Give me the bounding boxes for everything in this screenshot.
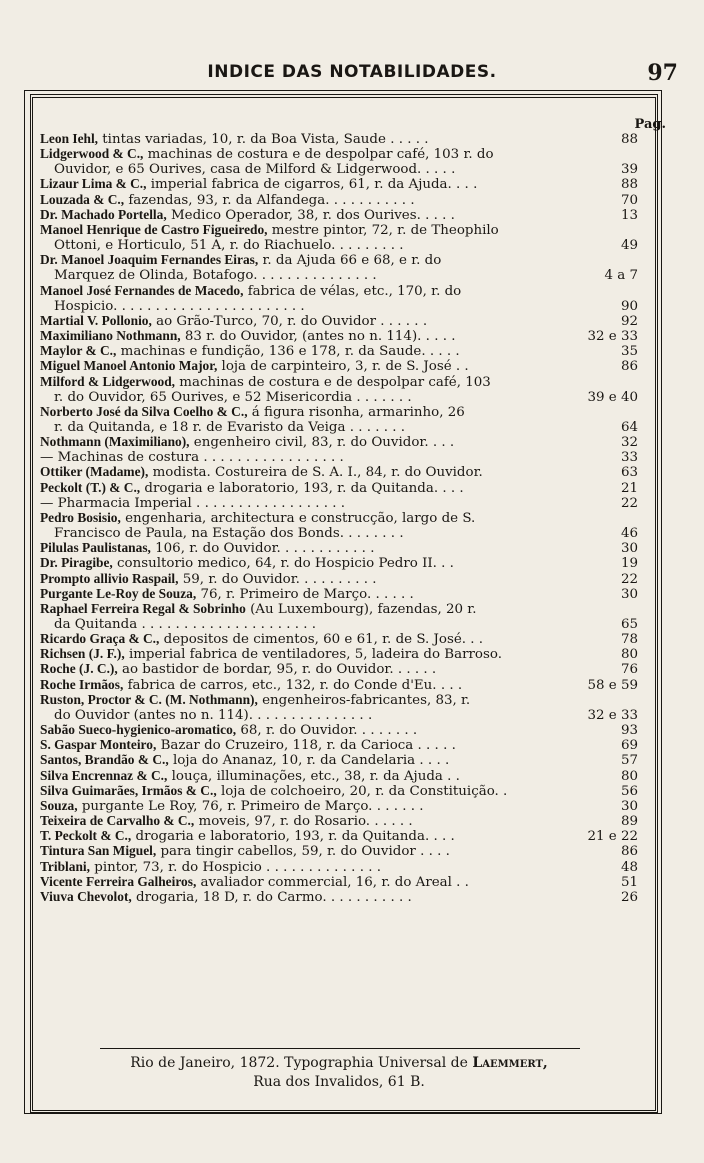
entry-description: ao bastidor de bordar, 95, r. do Ouvidor. . . . . .: [117, 662, 437, 678]
entry-page-ref: 49: [620, 238, 638, 254]
entry-name: Santos, Brandão & C.,: [40, 753, 169, 768]
entry-text: [40, 723, 610, 738]
entry-name: Peckolt (T.) & C.,: [40, 480, 141, 495]
entry-name: Silva Encrennaz & C.,: [40, 768, 168, 783]
index-entry: [40, 541, 638, 556]
entry-description: r. da Ajuda 66 e 68, e r. do: [258, 253, 442, 269]
entry-text: [54, 617, 610, 632]
entry-description: fazendas, 93, r. da Alfandega. . . . . . . . . . .: [124, 192, 415, 208]
entry-text: [40, 662, 610, 677]
entry-page-ref: 39 e 40: [587, 389, 638, 405]
entry-name: Viuva Chevolot,: [40, 889, 132, 904]
entry-page-ref: 90: [620, 298, 638, 314]
entry-text: [40, 556, 610, 571]
entry-name: Martial V. Pollonio,: [40, 313, 152, 328]
entry-name: Leon Iehl,: [40, 132, 99, 146]
entry-text: [54, 299, 610, 314]
entry-description: Hospicio. . . . . . . . . . . . . . . . . . . . . . .: [54, 298, 305, 314]
entry-text: [40, 253, 610, 268]
entry-description: r. do Ouvidor, 65 Ourives, e 52 Misericordia . . . . . . .: [54, 389, 412, 405]
entry-text: [40, 284, 610, 299]
entry-text: [54, 162, 610, 177]
entry-page-ref: 80: [620, 768, 638, 784]
entry-description: 76, r. Primeiro de Março. . . . . .: [196, 586, 414, 602]
entry-name: Lizaur Lima & C.,: [40, 177, 147, 192]
index-entry: [40, 602, 638, 617]
index-entry: [40, 284, 638, 299]
entry-page-ref: 22: [620, 571, 638, 587]
pag-column-header: Pag.: [634, 117, 666, 132]
entry-text: [40, 541, 610, 556]
entry-page-ref: 56: [620, 783, 638, 799]
entry-text: [40, 769, 610, 784]
entry-name: Roche Irmãos,: [40, 677, 124, 692]
entry-page-ref: 22: [620, 495, 638, 511]
entry-page-ref: 13: [620, 207, 638, 223]
index-entry: [40, 753, 638, 768]
index-entry: [40, 678, 638, 693]
index-entry: [40, 784, 638, 799]
entry-description: machinas de costura e de despolpar café, 103 r. do: [143, 147, 494, 163]
index-entry: [40, 208, 638, 223]
entry-text: [40, 602, 610, 617]
entry-page-ref: 57: [620, 753, 638, 769]
entry-description: ao Grão-Turco, 70, r. do Ouvidor . . . . . .: [151, 313, 428, 329]
footer-divider: [100, 1048, 580, 1049]
entry-name: Dr. Piragibe,: [40, 556, 113, 571]
index-entry: [40, 481, 638, 496]
entry-name: Purgante Le-Roy de Souza,: [40, 586, 197, 601]
index-entry: [40, 223, 638, 238]
entry-name: Teixeira de Carvalho & C.,: [40, 814, 195, 829]
entry-text: [40, 829, 581, 844]
entry-description: — Machinas de costura . . . . . . . . . . . . . . . . .: [40, 450, 344, 466]
entry-name: Miguel Manoel Antonio Major,: [40, 359, 218, 374]
entry-description: tintas variadas, 10, r. da Boa Vista, Saude . . . . .: [98, 132, 429, 147]
entry-page-ref: 46: [620, 526, 638, 542]
entry-description: (Au Luxembourg), fazendas, 20 r.: [245, 601, 477, 617]
entry-text: [40, 208, 610, 223]
entry-page-ref: 4 a 7: [604, 268, 638, 284]
imprint-prefix: Rio de Janeiro, 1872. Typographia Universal de: [130, 1055, 473, 1071]
entry-description: Marquez de Olinda, Botafogo. . . . . . . . . . . . . . .: [54, 268, 377, 284]
entry-description: imperial fabrica de cigarros, 61, r. da Ajuda. . . .: [146, 177, 478, 193]
entry-name: Vicente Ferreira Galheiros,: [40, 874, 197, 889]
entry-name: Louzada & C.,: [40, 192, 125, 207]
entry-text: [40, 329, 581, 344]
entry-name: Ruston, Proctor & C. (M. Nothmann),: [40, 692, 258, 707]
entry-page-ref: 86: [620, 359, 638, 375]
entry-text: [40, 890, 610, 905]
entry-description: machinas de costura e de despolpar café, 103: [175, 374, 491, 390]
entry-page-ref: 21 e 22: [587, 829, 638, 845]
entry-text: [40, 344, 610, 359]
entry-description: da Quitanda . . . . . . . . . . . . . . . . . . . . .: [54, 617, 317, 632]
page-title: INDICE DAS NOTABILIDADES.: [207, 62, 497, 82]
entry-text: [40, 799, 610, 814]
entry-page-ref: 26: [620, 889, 638, 905]
index-entry: [40, 526, 638, 541]
entry-page-ref: 89: [620, 814, 638, 830]
entry-name: Manoel Henrique de Castro Figueiredo,: [40, 222, 268, 237]
index-entry: [40, 511, 638, 526]
entry-description: consultorio medico, 64, r. do Hospicio Pedro II. . .: [112, 556, 454, 572]
index-entry: [40, 814, 638, 829]
index-entry: [40, 344, 638, 359]
entry-text: [54, 708, 581, 723]
entry-description: pintor, 73, r. do Hospicio . . . . . . . . . . . . . .: [89, 859, 381, 875]
index-entry: [40, 299, 638, 314]
entry-name: Silva Guimarães, Irmãos & C.,: [40, 783, 217, 798]
index-entry: [40, 435, 638, 450]
entry-text: [40, 435, 610, 450]
entry-description: Ouvidor, e 65 Ourives, casa de Milford & Lidgerwood. . . . .: [54, 162, 456, 178]
entry-name: Richsen (J. F.),: [40, 647, 125, 662]
entry-text: [40, 647, 610, 662]
entry-description: imperial fabrica de ventiladores, 5, ladeira do Barroso.: [124, 647, 502, 663]
entry-page-ref: 65: [620, 617, 638, 632]
index-entry: [40, 799, 638, 814]
entry-text: [40, 875, 610, 890]
index-entry: [40, 405, 638, 420]
entry-text: [40, 132, 610, 147]
entry-text: [40, 844, 610, 859]
entry-description: machinas e fundição, 136 e 178, r. da Saude. . . . .: [116, 344, 460, 360]
entry-text: [40, 860, 610, 875]
page-header: [0, 60, 704, 92]
entry-text: [54, 526, 610, 541]
entry-description: fabrica de vélas, etc., 170, r. do: [243, 283, 462, 299]
entry-page-ref: 33: [620, 450, 638, 466]
entry-text: [40, 405, 610, 420]
entry-description: engenheiro civil, 83, r. do Ouvidor. . . .: [189, 435, 455, 451]
entry-description: para tingir cabellos, 59, r. do Ouvidor . . . .: [156, 844, 450, 860]
entry-text: [54, 390, 581, 405]
entry-text: [40, 193, 610, 208]
index-entry: [40, 875, 638, 890]
entry-description: drogaria e laboratorio, 193, r. da Quitanda. . . .: [131, 829, 455, 845]
entry-name: Nothmann (Maximiliano),: [40, 435, 190, 450]
entry-description: — Pharmacia Imperial . . . . . . . . . . . . . . . . . .: [40, 495, 346, 511]
entry-text: [40, 738, 610, 753]
entry-description: 83 r. do Ouvidor, (antes no n. 114). . . . .: [180, 329, 456, 345]
entry-description: 106, r. do Ouvidor. . . . . . . . . . . .: [150, 541, 375, 557]
entry-text: [40, 359, 610, 374]
imprint-footer: [40, 1054, 638, 1092]
entry-name: S. Gaspar Monteiro,: [40, 738, 157, 753]
index-entry: [40, 617, 638, 632]
entry-name: Triblani,: [40, 859, 90, 874]
imprint-line-2: Rua dos Invalidos, 61 B.: [253, 1074, 425, 1090]
entry-name: Pilulas Paulistanas,: [40, 541, 151, 556]
entry-page-ref: 32 e 33: [587, 329, 638, 345]
entry-name: Ricardo Graça & C.,: [40, 632, 160, 647]
entry-description: depositos de cimentos, 60 e 61, r. de S. José. . .: [159, 632, 484, 648]
entry-page-ref: 88: [620, 132, 638, 147]
entry-text: [40, 375, 610, 390]
entry-description: 68, r. do Ouvidor. . . . . . . .: [236, 723, 418, 739]
entry-page-ref: 80: [620, 647, 638, 663]
entry-name: Maximiliano Nothmann,: [40, 329, 181, 344]
index-entry: [40, 556, 638, 571]
index-entries: [40, 132, 638, 905]
entry-description: mestre pintor, 72, r. de Theophilo: [267, 222, 499, 238]
entry-name: T. Peckolt & C.,: [40, 829, 132, 844]
entry-page-ref: 30: [620, 798, 638, 814]
index-entry: [40, 359, 638, 374]
index-entry: [40, 162, 638, 177]
index-entry: [40, 314, 638, 329]
index-entry: [40, 587, 638, 602]
entry-description: 59, r. do Ouvidor. . . . . . . . . .: [178, 571, 377, 587]
index-entry: [40, 647, 638, 662]
entry-name: Pedro Bosisio,: [40, 510, 121, 525]
index-entry: [40, 496, 638, 511]
entry-name: Maylor & C.,: [40, 344, 117, 359]
entry-text: [40, 587, 610, 602]
entry-page-ref: 35: [620, 344, 638, 360]
entry-description: fabrica de carros, etc., 132, r. do Conde d'Eu. . . .: [123, 677, 463, 693]
entry-name: Norberto José da Silva Coelho & C.,: [40, 404, 248, 419]
index-entry: [40, 253, 638, 268]
entry-page-ref: 32: [620, 435, 638, 451]
index-entry: [40, 632, 638, 647]
entry-text: [40, 784, 610, 799]
entry-description: Medico Operador, 38, r. dos Ourives. . . . .: [166, 207, 455, 223]
entry-text: [40, 511, 610, 526]
entry-text: [40, 632, 610, 647]
entry-page-ref: 70: [620, 192, 638, 208]
entry-text: [40, 223, 610, 238]
entry-description: loja do Ananaz, 10, r. da Candelaria . . . .: [168, 753, 450, 769]
index-entry: [40, 860, 638, 875]
entry-page-ref: 64: [620, 419, 638, 435]
entry-page-ref: 69: [620, 738, 638, 754]
entry-name: Lidgerwood & C.,: [40, 147, 144, 162]
entry-description: loja de carpinteiro, 3, r. de S. José . .: [217, 359, 469, 375]
entry-page-ref: 86: [620, 844, 638, 860]
entry-description: á figura risonha, armarinho, 26: [247, 404, 465, 420]
entry-page-ref: 63: [620, 465, 638, 481]
entry-description: drogaria, 18 D, r. do Carmo. . . . . . . . . . .: [131, 889, 412, 905]
entry-text: [40, 572, 610, 587]
entry-description: avaliador commercial, 16, r. do Areal . .: [196, 874, 469, 890]
index-entry: [40, 662, 638, 677]
index-entry: [40, 693, 638, 708]
entry-description: louça, illuminações, etc., 38, r. da Ajuda . .: [167, 768, 460, 784]
entry-text: [54, 238, 610, 253]
entry-page-ref: 58 e 59: [587, 677, 638, 693]
entry-text: [40, 481, 610, 496]
entry-name: Raphael Ferreira Regal & Sobrinho: [40, 601, 246, 616]
entry-text: [40, 177, 610, 192]
index-entry: [40, 450, 638, 465]
entry-name: Milford & Lidgerwood,: [40, 374, 176, 389]
entry-name: Ottiker (Madame),: [40, 465, 149, 480]
index-entry: [40, 177, 638, 192]
entry-text: [54, 420, 610, 435]
index-entry: [40, 390, 638, 405]
entry-page-ref: 30: [620, 541, 638, 557]
entry-name: Tintura San Miguel,: [40, 844, 157, 859]
entry-description: do Ouvidor (antes no n. 114). . . . . . . . . . . . . . .: [54, 707, 373, 723]
page-number: 97: [647, 60, 678, 86]
index-entry: [40, 708, 638, 723]
imprint-publisher: Laemmert,: [472, 1055, 548, 1071]
index-entry: [40, 132, 638, 147]
index-entry: [40, 420, 638, 435]
entry-description: engenheiros-fabricantes, 83, r.: [257, 692, 471, 708]
index-entry: [40, 738, 638, 753]
entry-name: Roche (J. C.),: [40, 662, 118, 677]
entry-text: [40, 693, 610, 708]
entry-page-ref: 48: [620, 859, 638, 875]
entry-text: [40, 465, 610, 480]
entry-name: Souza,: [40, 798, 78, 813]
index-entry: [40, 268, 638, 283]
entry-description: Bazar do Cruzeiro, 118, r. da Carioca . . . . .: [156, 738, 456, 754]
entry-page-ref: 88: [620, 177, 638, 193]
index-entry: [40, 572, 638, 587]
entry-page-ref: 30: [620, 586, 638, 602]
index-entry: [40, 769, 638, 784]
entry-page-ref: 32 e 33: [587, 707, 638, 723]
entry-name: Manoel José Fernandes de Macedo,: [40, 283, 244, 298]
entry-page-ref: 92: [620, 313, 638, 329]
entry-name: Dr. Machado Portella,: [40, 207, 167, 222]
index-entry: [40, 844, 638, 859]
index-entry: [40, 238, 638, 253]
entry-text: [40, 496, 610, 511]
entry-page-ref: 39: [620, 162, 638, 178]
entry-description: engenharia, architectura e construcção, largo de S.: [120, 510, 476, 526]
entry-description: moveis, 97, r. do Rosario. . . . . .: [194, 814, 413, 830]
index-entry: [40, 147, 638, 162]
entry-text: [40, 678, 581, 693]
entry-description: r. da Quitanda, e 18 r. de Evaristo da Veiga . . . . . . .: [54, 419, 406, 435]
entry-name: Prompto allivio Raspail,: [40, 571, 179, 586]
entry-description: Francisco de Paula, na Estação dos Bonds. . . . . . . .: [54, 526, 404, 542]
index-entry: [40, 193, 638, 208]
entry-text: [40, 147, 610, 162]
entry-page-ref: 19: [620, 556, 638, 572]
entry-description: Ottoni, e Horticulo, 51 A, r. do Riachuelo. . . . . . . . .: [54, 238, 404, 254]
entry-page-ref: 21: [620, 480, 638, 496]
index-entry: [40, 829, 638, 844]
index-entry: [40, 890, 638, 905]
entry-page-ref: 76: [620, 662, 638, 678]
entry-page-ref: 78: [620, 632, 638, 648]
entry-description: modista. Costureira de S. A. I., 84, r. do Ouvidor.: [148, 465, 483, 481]
entry-description: loja de colchoeiro, 20, r. da Constituição. .: [216, 783, 508, 799]
entry-text: [40, 753, 610, 768]
index-entry: [40, 375, 638, 390]
index-entry: [40, 723, 638, 738]
index-entry: [40, 465, 638, 480]
entry-description: drogaria e laboratorio, 193, r. da Quitanda. . . .: [140, 480, 464, 496]
entry-text: [54, 268, 598, 283]
entry-text: [40, 450, 610, 465]
entry-description: purgante Le Roy, 76, r. Primeiro de Março. . . . . . .: [77, 798, 424, 814]
entry-page-ref: 51: [620, 874, 638, 890]
index-entry: [40, 329, 638, 344]
entry-name: Dr. Manoel Joaquim Fernandes Eiras,: [40, 253, 259, 268]
imprint-line-1: [40, 1054, 638, 1073]
entry-name: Sabão Sueco-hygienico-aromatico,: [40, 723, 237, 738]
entry-text: [40, 814, 610, 829]
entry-text: [40, 314, 610, 329]
entry-page-ref: 93: [620, 723, 638, 739]
